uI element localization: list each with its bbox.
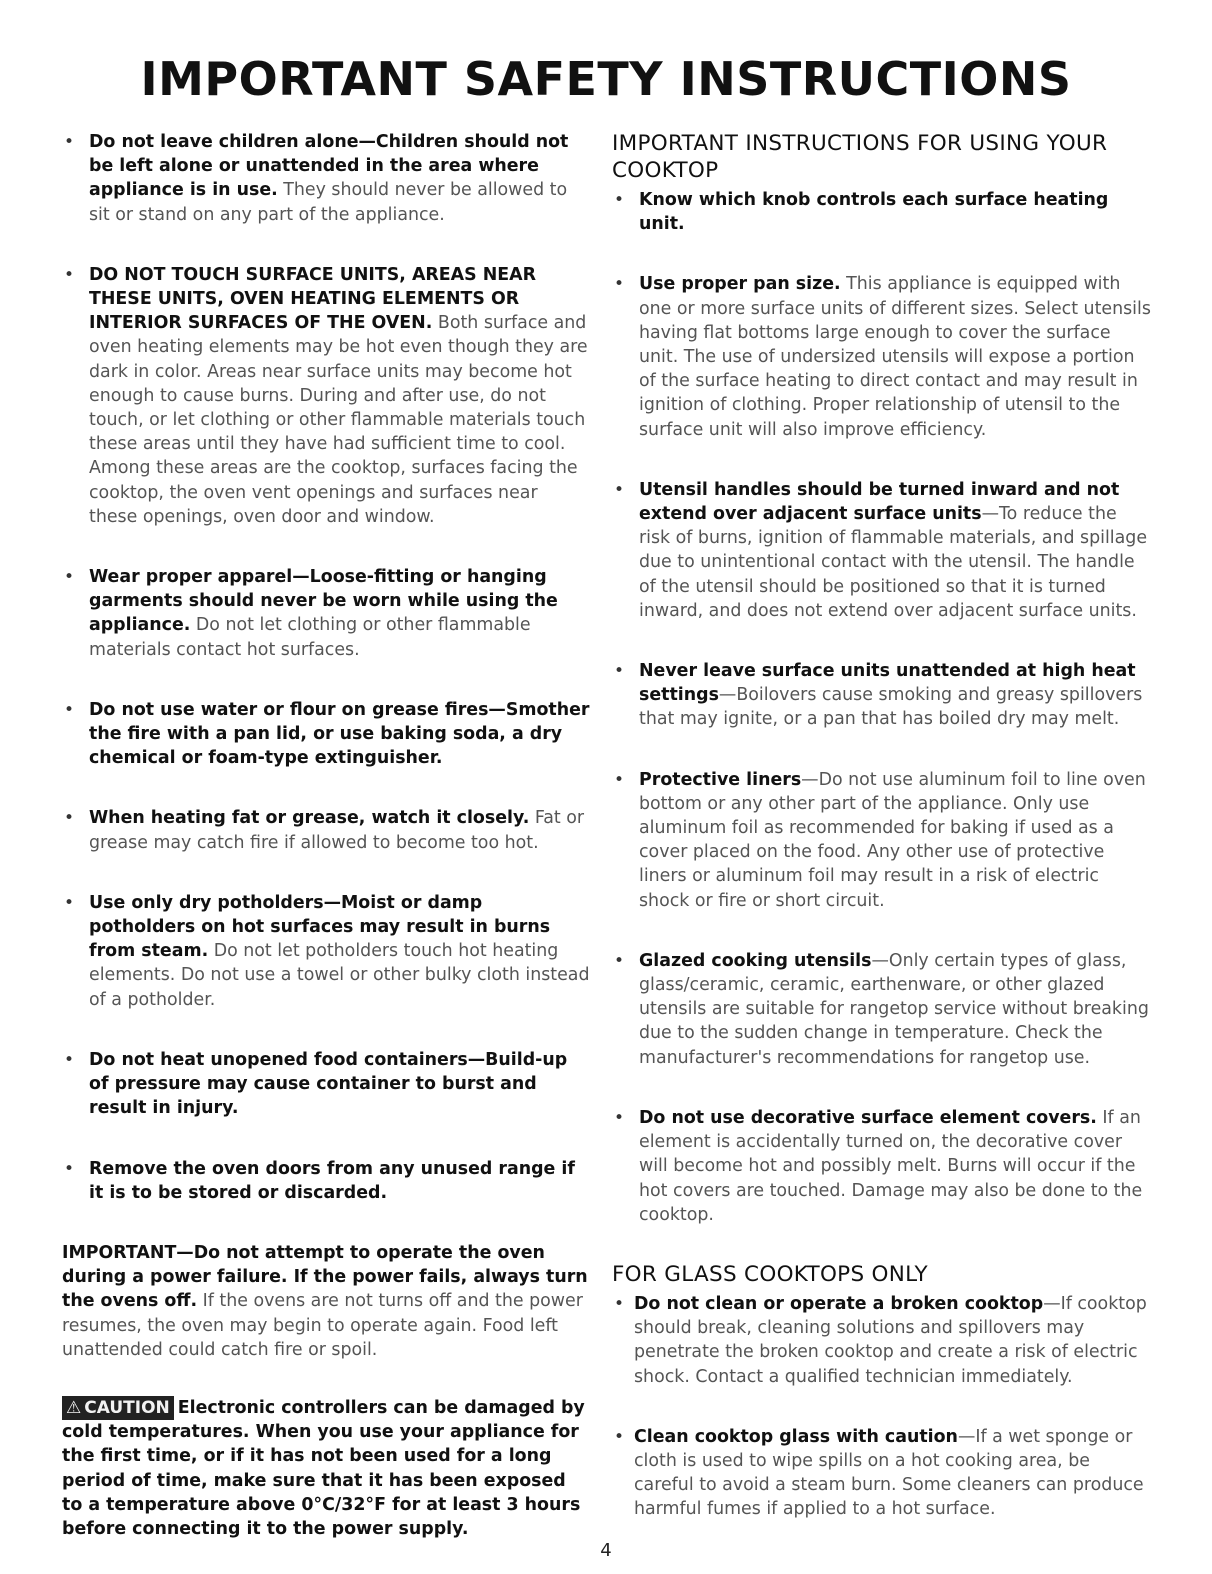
glass-item-clean-caution: • Clean cooktop glass with caution—If a wet sponge or cloth is used to wipe spills on a hot cooking area, be careful to avoid a steam burn. Some cleaners can produce harmful fumes if applied to a hot surface.	[614, 1426, 1144, 1520]
left-item-fat-grease: • When heating fat or grease, watch it closely. Fat or grease may catch fire if allowed to become too hot.	[64, 808, 585, 853]
left-item-do-not-touch: • DO NOT TOUCH SURFACE UNITS, AREAS NEAR THESE UNITS, OVEN HEATING ELEMENTS OR INTERIOR SURFACES OF THE OVEN. Both surface and oven heating elements may be hot even though they are dark in color. Areas near surface units may become hot enough to cause burns. During and after use, do not touch, or let clothing or other flammable materials touch these areas until they have had sufficient time to cool. Among these areas are the cooktop, surfaces facing the cooktop, the oven vent openings and surfaces near these openings, oven door and window.	[64, 264, 588, 527]
bullet-icon: •	[614, 661, 625, 682]
bullet-icon: •	[614, 1107, 625, 1128]
right-item-decorative-covers: • Do not use decorative surface element covers. If an element is accidentally turned on, the decorative cover will become hot and possibly melt. Burns will occur if the hot covers are touched. Damage may also be done to the cooktop.	[614, 1107, 1143, 1225]
left-item-food-containers: • Do not heat unopened food containers—Build-up of pressure may cause container to burst and result in injury.	[64, 1049, 568, 1119]
left-item-apparel: • Wear proper apparel—Loose-fitting or hanging garments should never be worn while using the appliance. Do not let clothing or other flammable materials contact hot surfaces.	[64, 567, 558, 660]
bullet-icon: •	[64, 132, 75, 152]
caution-badge: ⚠ CAUTION	[62, 1396, 174, 1420]
bullet-icon: •	[64, 1049, 75, 1070]
glass-item-broken-cooktop: • Do not clean or operate a broken cooktop—If cooktop should break, cleaning solutions and spillovers may penetrate the broken cooktop and create a risk of electric shock. Contact a qualified technician immediately.	[614, 1293, 1147, 1387]
right-item-utensil-handles: • Utensil handles should be turned inward and not extend over adjacent surface units—To reduce the risk of burns, ignition of flammable materials, and spillage due to unintentional contact with the utensil. The handle of the utensil should be positioned so that it is turned inward, and does not extend over adjacent surface units.	[614, 479, 1148, 621]
bullet-icon: •	[614, 1293, 625, 1314]
right-item-pan-size: • Use proper pan size. This appliance is equipped with one or more surface units of different sizes. Select utensils having flat bottoms large enough to cover the surface unit. The use of undersized utensils will expose a portion of the surface heating to direct contact and may result in ignition of clothing. Proper relationship of utensil to the surface unit will also improve efficiency.	[614, 274, 1151, 440]
bullet-icon: •	[614, 950, 625, 971]
left-item-grease-fires: • Do not use water or flour on grease fires—Smother the fire with a pan lid, or use baking soda, a dry chemical or foam-type extinguisher.	[64, 699, 590, 769]
page-number: 4	[600, 1540, 612, 1561]
bullet-icon: •	[64, 808, 75, 829]
left-item-oven-doors: • Remove the oven doors from any unused range if it is to be stored or discarded.	[64, 1158, 575, 1203]
bullet-icon: •	[614, 1426, 625, 1447]
glass-cooktops-heading: FOR GLASS COOKTOPS ONLY	[612, 1261, 928, 1287]
bullet-icon: •	[614, 274, 625, 295]
bullet-icon: •	[64, 699, 75, 720]
left-item-children: • Do not leave children alone—Children should not be left alone or unattended in the area where appliance is in use. They should never be allowed to sit or stand on any part of the appliance.	[64, 132, 569, 225]
right-item-unattended: • Never leave surface units unattended at high heat settings—Boilovers cause smoking and greasy spillovers that may ignite, or a pan that has boiled dry may melt.	[614, 661, 1143, 730]
cooktop-instructions-heading: IMPORTANT INSTRUCTIONS FOR USING YOUR COOKTOP	[612, 131, 1108, 183]
bullet-icon: •	[64, 892, 75, 913]
caution-block: ⚠ CAUTION Electronic controllers can be damaged by cold temperatures. When you use your appliance for the first time, or if it has not been used for a long period of time, make sure that it has been exposed to a temperature above 0°C/32°F for at least 3 hours before connecting it to the power supply.	[62, 1397, 585, 1539]
bullet-icon: •	[614, 479, 625, 500]
right-item-protective-liners: • Protective liners—Do not use aluminum foil to line oven bottom or any other part of the appliance. Only use aluminum foil as recommended for baking if used as a cover placed on the food. Any other use of protective liners or aluminum foil may result in a risk of electric shock or fire or short circuit.	[614, 769, 1146, 911]
page-title: IMPORTANT SAFETY INSTRUCTIONS	[140, 52, 1072, 106]
bullet-icon: •	[614, 769, 625, 790]
left-column	[62, 130, 590, 1541]
bullet-icon: •	[64, 1158, 75, 1179]
important-power-failure: IMPORTANT—Do not attempt to operate the oven during a power failure. If the power fails, always turn the ovens off. If the ovens are not turns off and the power resumes, the oven may begin to operate again. Food left unattended could catch fire or spoil.	[62, 1242, 588, 1360]
bullet-icon: •	[614, 190, 625, 210]
right-column	[612, 130, 1152, 1522]
left-item-potholders: • Use only dry potholders—Moist or damp potholders on hot surfaces may result in burns from steam. Do not let potholders touch hot heating elements. Do not use a towel or other bulky cloth instead of a potholder.	[64, 892, 590, 1010]
warning-triangle-icon: ⚠	[66, 1397, 82, 1418]
right-item-glazed-utensils: • Glazed cooking utensils—Only certain types of glass, glass/ceramic, ceramic, earthenware, or other glazed utensils are suitable for rangetop service without breaking due to the sudden change in temperature. Check the manufacturer's recommendations for rangetop use.	[614, 950, 1149, 1068]
right-item-knob: • Know which knob controls each surface heating unit.	[614, 190, 1109, 235]
bullet-icon: •	[64, 264, 75, 285]
bullet-icon: •	[64, 567, 75, 588]
